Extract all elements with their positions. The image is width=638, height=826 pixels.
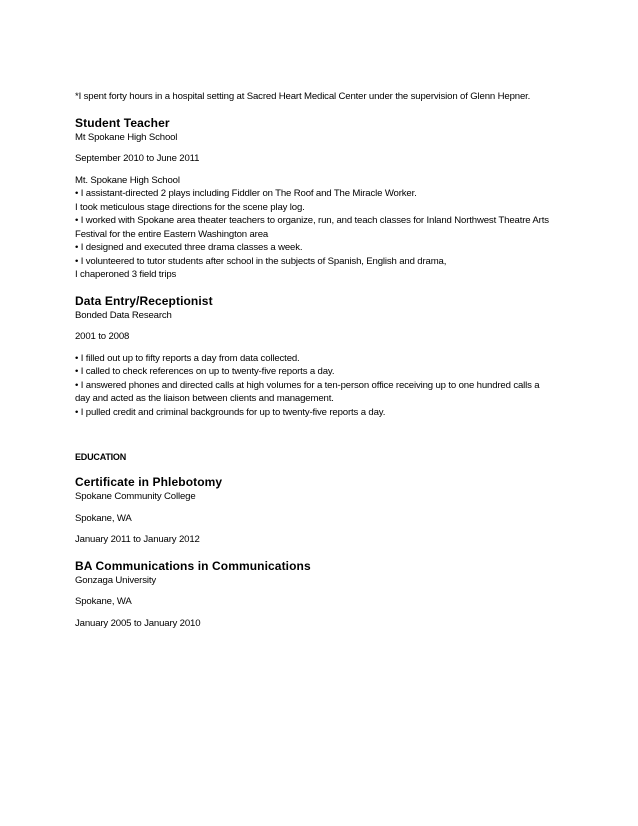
job-organization: Mt Spokane High School bbox=[75, 131, 178, 143]
education-entry-phlebotomy bbox=[75, 475, 575, 547]
job-detail-line: • I answered phones and directed calls at high volumes for a ten-person office receiving up to one hundred calls a bbox=[75, 379, 540, 391]
job-detail-line: • I assistant-directed 2 plays including Fiddler on The Roof and The Miracle Worker. bbox=[75, 188, 417, 199]
education-entry-ba bbox=[75, 559, 575, 631]
school-name: Spokane Community College bbox=[75, 491, 196, 502]
experience-entry-data-entry bbox=[75, 294, 575, 420]
job-detail-line: • I filled out up to fifty reports a day from data collected. bbox=[75, 352, 300, 364]
job-detail-line: • I pulled credit and criminal backgrounds for up to twenty-five reports a day. bbox=[75, 406, 386, 418]
job-detail-line: • I designed and executed three drama classes a week. bbox=[75, 242, 303, 253]
job-detail-line: I took meticulous stage directions for the scene play log. bbox=[75, 201, 305, 213]
job-detail-line: Mt. Spokane High School bbox=[75, 174, 180, 186]
school-location: Spokane, WA bbox=[75, 596, 132, 607]
job-title: Student Teacher bbox=[75, 115, 170, 130]
intro-note: *I spent forty hours in a hospital setting at Sacred Heart Medical Center under the supervision of Glenn Hepner. bbox=[75, 91, 531, 102]
school-name: Gonzaga University bbox=[75, 574, 157, 586]
job-title: Data Entry/Receptionist bbox=[75, 293, 213, 308]
job-detail-line: • I worked with Spokane area theater teachers to organize, run, and teach classes for Inland Northwest Theatre Arts bbox=[75, 215, 549, 226]
job-dates: September 2010 to June 2011 bbox=[75, 153, 200, 164]
education-dates: January 2011 to January 2012 bbox=[75, 534, 200, 545]
job-dates: 2001 to 2008 bbox=[75, 331, 130, 342]
education-dates: January 2005 to January 2010 bbox=[75, 617, 201, 629]
job-detail-line: day and acted as the liaison between clients and management. bbox=[75, 393, 334, 404]
resume-page bbox=[75, 90, 575, 630]
job-detail-line: • I called to check references on up to twenty-five reports a day. bbox=[75, 366, 335, 377]
education-heading: EDUCATION bbox=[75, 452, 127, 462]
school-location: Spokane, WA bbox=[75, 512, 132, 524]
job-organization: Bonded Data Research bbox=[75, 309, 172, 321]
degree-title: Certificate in Phlebotomy bbox=[75, 475, 223, 489]
experience-entry-student-teacher bbox=[75, 116, 575, 282]
degree-title: BA Communications in Communications bbox=[75, 558, 311, 573]
job-detail-line: I chaperoned 3 field trips bbox=[75, 269, 177, 280]
job-detail-line: • I volunteered to tutor students after school in the subjects of Spanish, English and drama, bbox=[75, 255, 447, 267]
job-detail-line: Festival for the entire Eastern Washington area bbox=[75, 228, 269, 240]
